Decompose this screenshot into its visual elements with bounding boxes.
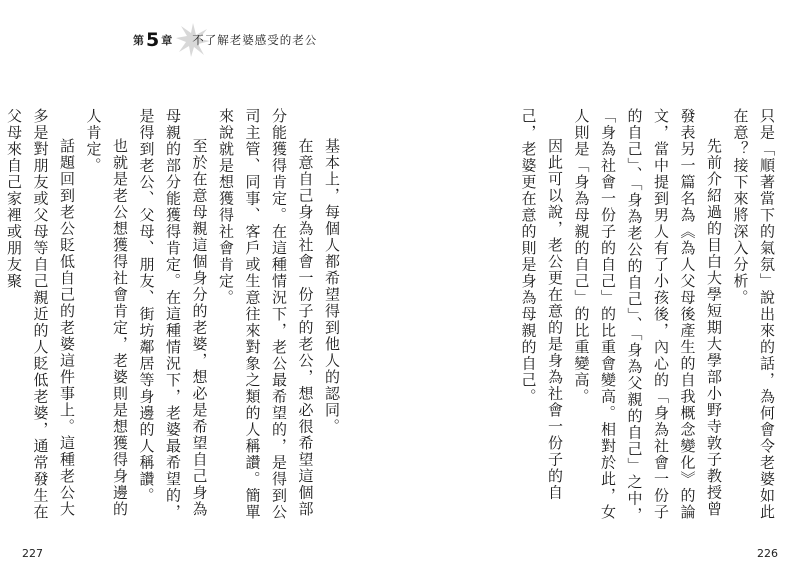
paragraph: 基本上，每個人都希望得到他人的認同。 [323, 138, 341, 435]
paragraph: 也就是老公想獲得社會肯定，老婆則是想獲得身邊的人肯定。 [84, 108, 129, 518]
page-number-right: 226 [757, 547, 778, 560]
paragraph: 因此可以說，老公更在意的是身為社會一份子的自己，老婆更在意的則是身為母親的自己。 [519, 108, 564, 501]
paragraph: 只是「順著當下的氣氛」說出來的話，為何會令老婆如此在意？接下來將深入分析。 [731, 108, 776, 521]
paragraph: 先前介紹過的目白大學短期大學部小野寺敦子教授曾發表另一篇名為《為人父母後產生的自我概念變化》的論文，當中提到男人有了小孩後，內心的「身為社會一份子的自己」、「身為老公的自己」、「身為父親的自己」之中，「身為社會一份子的自己」的比重會變高。相對於此，女人則是「身為母親的自己」的比重變高。 [572, 108, 723, 524]
chapter-prefix: 第 [133, 34, 144, 47]
paragraph: 在意自己身為社會一份子的老公，想必很希望這個部分能獲得肯定。在這種情況下，老公最希望的，是得到公司主管、同事、客戶或生意往來對象之類的人稱讚。簡單來說就是想獲得社會肯定。 [217, 108, 315, 521]
right-page-body [500, 108, 780, 528]
running-header [133, 29, 317, 51]
paragraph: 話題回到老公貶低自己的老婆這件事上。這種老公大多是對朋友或父母等自己親近的人貶低老婆，通常發生在父母來自己家裡或朋友聚 [5, 108, 76, 521]
paragraph: 至於在意母親這個身分的老婆，想必是希望自己身為母親的部分能獲得肯定。在這種情況下，老婆最希望的，是得到老公、父母、朋友、街坊鄰居等身邊的人稱讚。 [137, 108, 209, 521]
chapter-number: 5 [146, 28, 160, 51]
chapter-title: 不了解老婆感受的老公 [192, 33, 318, 47]
page-number-left: 227 [22, 547, 43, 560]
left-page-body [5, 108, 345, 528]
chapter-suffix: 章 [161, 34, 173, 47]
